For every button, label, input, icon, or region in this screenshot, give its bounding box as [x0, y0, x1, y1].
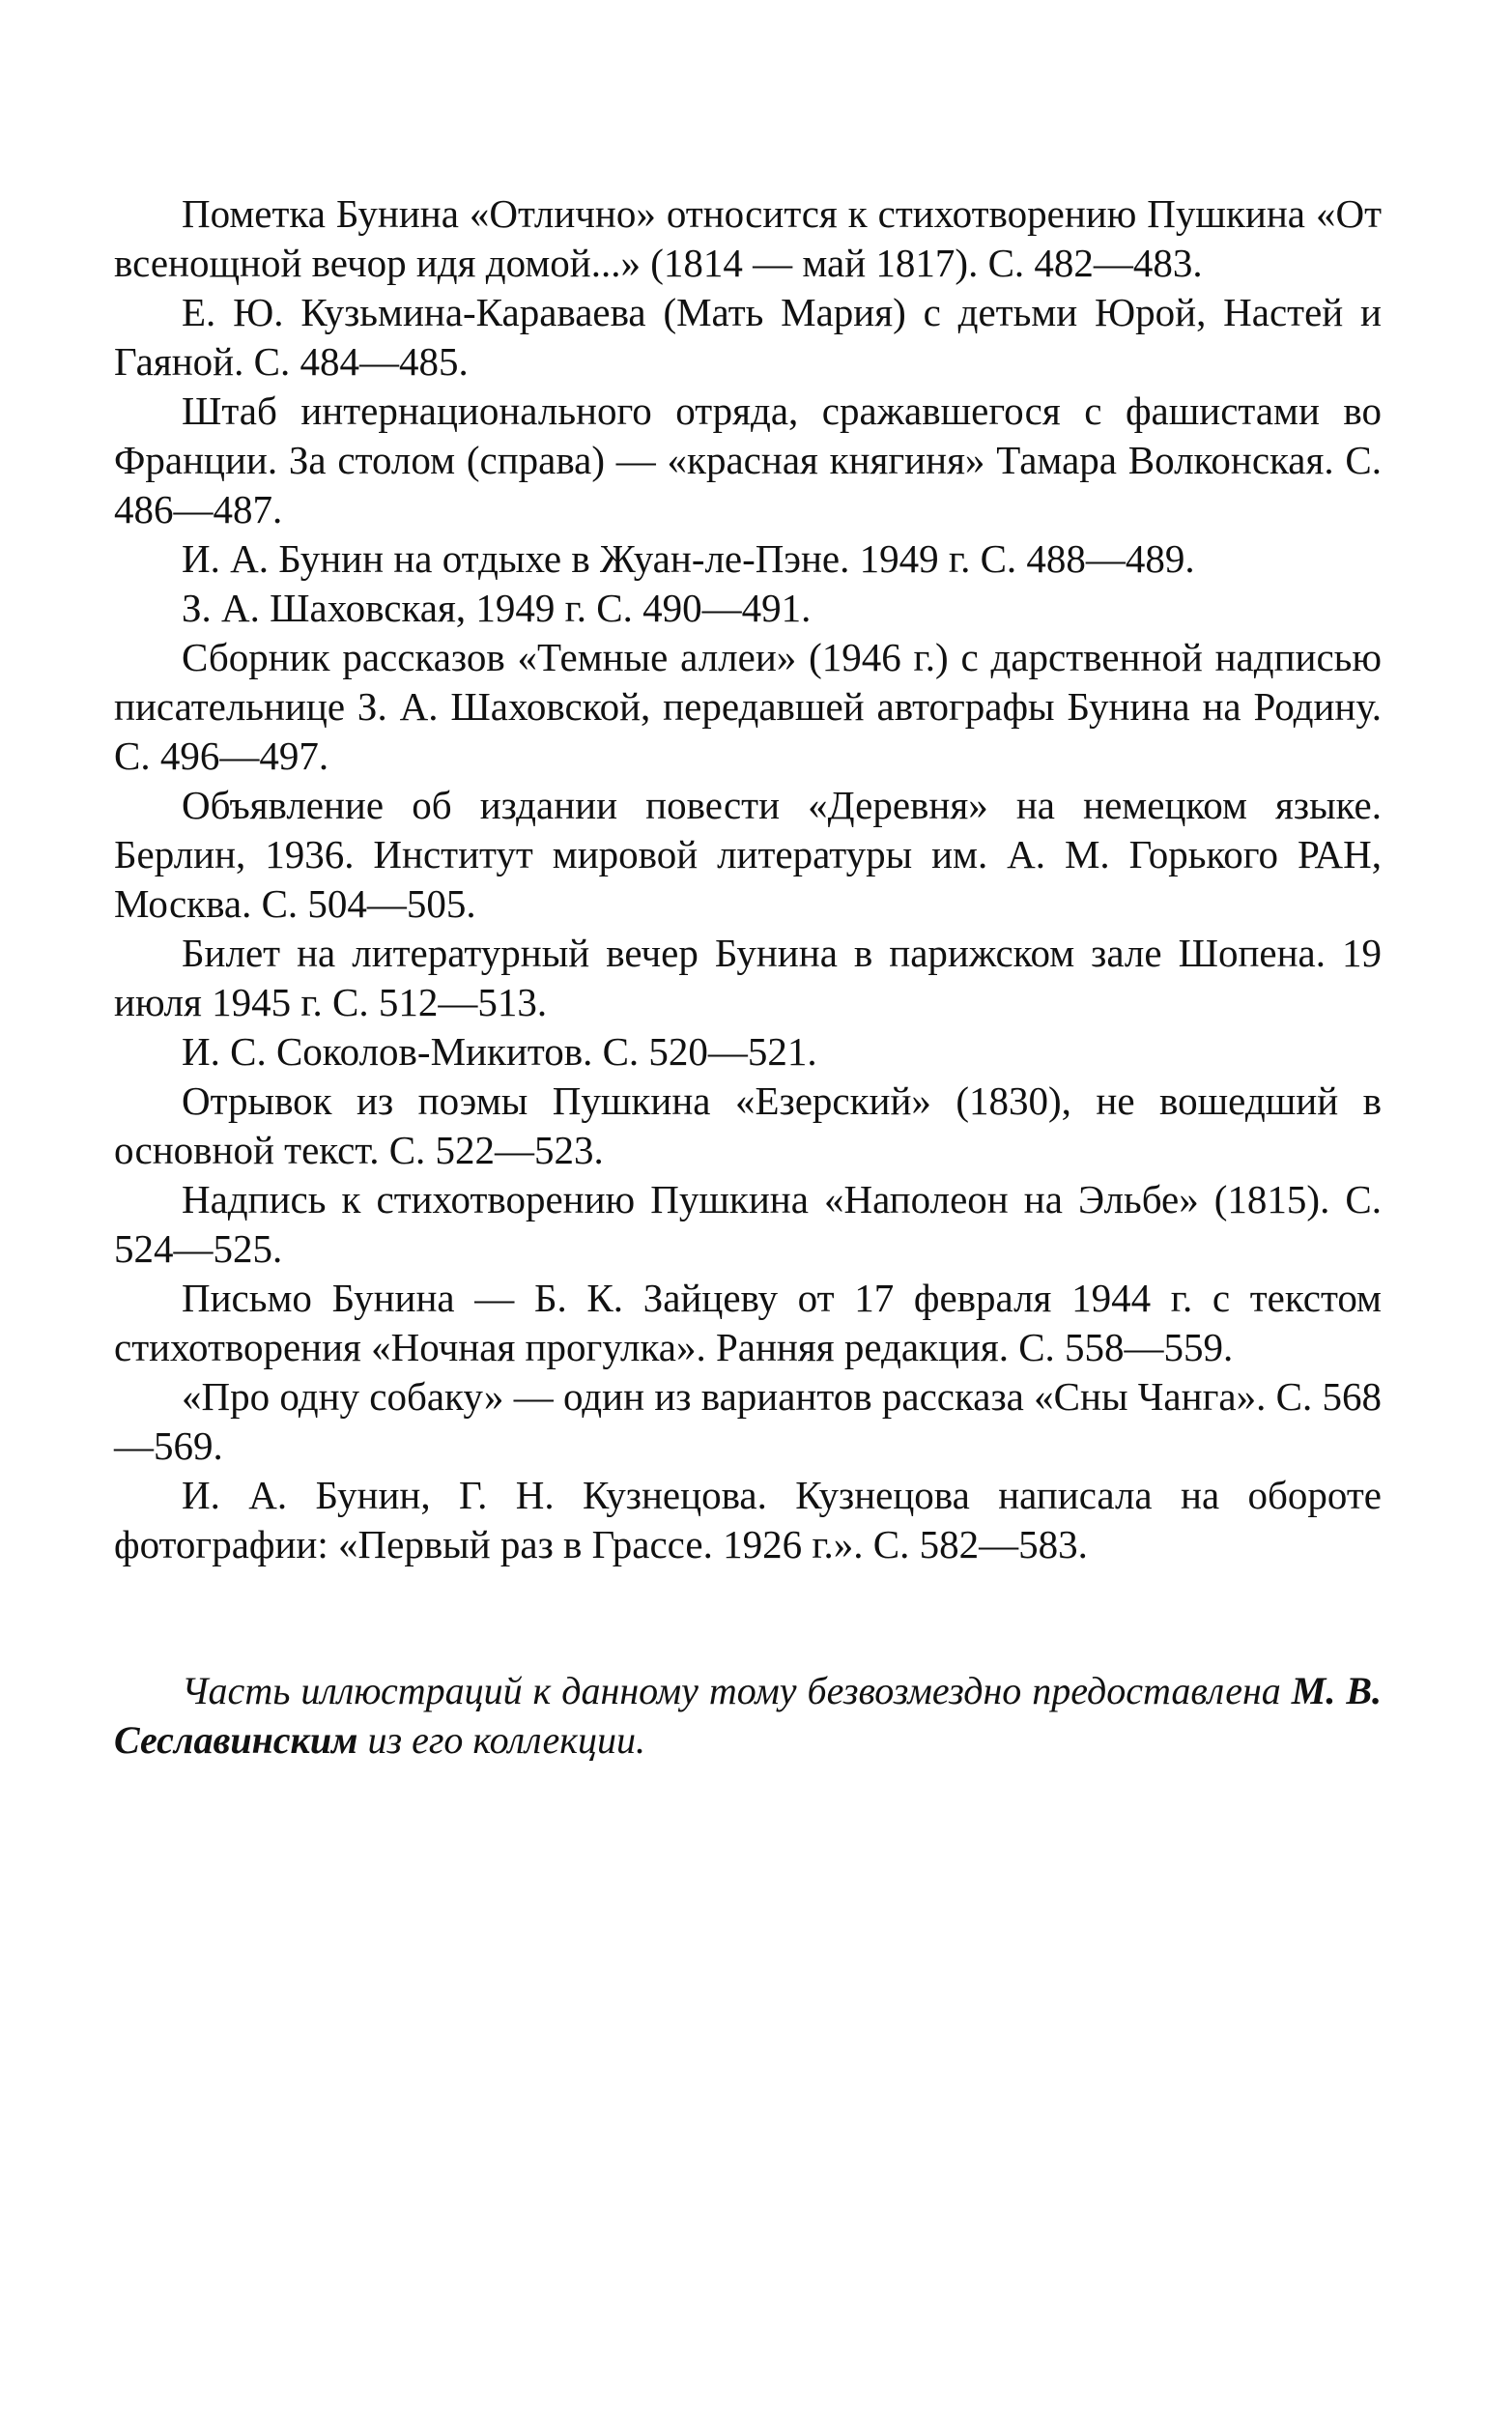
credit-suffix: из его коллекции.	[357, 1718, 645, 1762]
credit-name: М. В. Сеславинским	[114, 1669, 1383, 1762]
list-item: И. А. Бунин, Г. Н. Кузнецова. Кузнецова написала на обороте фотографии: «Первый раз в Грассе. 1926 г.». С. 582—583.	[114, 1473, 1382, 1566]
list-item: Отрывок из поэмы Пушкина «Езерский» (1830), не вошедший в основной текст. С. 522—523.	[114, 1078, 1382, 1172]
list-item: Объявление об издании повести «Деревня» на немецком языке. Берлин, 1936. Институт мировой литературы им. А. М. Горького РАН, Москва. С. 504—505.	[114, 783, 1382, 926]
list-item: З. А. Шаховская, 1949 г. С. 490—491.	[182, 586, 812, 630]
illustration-credit	[114, 1666, 1382, 1765]
list-item: Надпись к стихотворению Пушкина «Наполеон на Эльбе» (1815). С. 524—525.	[114, 1177, 1382, 1271]
list-item: И. А. Бунин на отдыхе в Жуан-ле-Пэне. 1949 г. С. 488—489.	[182, 536, 1195, 581]
list-item: И. С. Соколов-Микитов. С. 520—521.	[182, 1029, 817, 1074]
list-item: «Про одну собаку» — один из вариантов рассказа «Сны Чанга». С. 568—569.	[114, 1374, 1382, 1468]
list-item: Сборник рассказов «Темные аллеи» (1946 г.) с дарственной надписью писательнице З. А. Шаховской, передавшей автографы Бунина на Родину. С. 496—497.	[114, 635, 1382, 778]
list-item: Письмо Бунина — Б. К. Зайцеву от 17 февраля 1944 г. с текстом стихотворения «Ночная прогулка». Ранняя редакция. С. 558—559.	[114, 1276, 1382, 1369]
page-text	[114, 189, 1382, 1803]
list-item: Билет на литературный вечер Бунина в парижском зале Шопена. 19 июля 1945 г. С. 512—513.	[114, 931, 1382, 1024]
credit-prefix: Часть иллюстраций к данному тому безвозмездно предоставлена	[182, 1669, 1292, 1712]
list-item: Пометка Бунина «Отлично» относится к стихотворению Пушкина «От всенощной вечор идя домой...» (1814 — май 1817). С. 482—483.	[114, 191, 1382, 285]
list-item: Е. Ю. Кузьмина-Караваева (Мать Мария) с детьми Юрой, Настей и Гаяной. С. 484—485.	[114, 290, 1382, 384]
list-item: Штаб интернационального отряда, сражавшегося с фашистами во Франции. За столом (справа) — «красная княгиня» Тамара Волконская. С. 486—487.	[114, 388, 1382, 532]
